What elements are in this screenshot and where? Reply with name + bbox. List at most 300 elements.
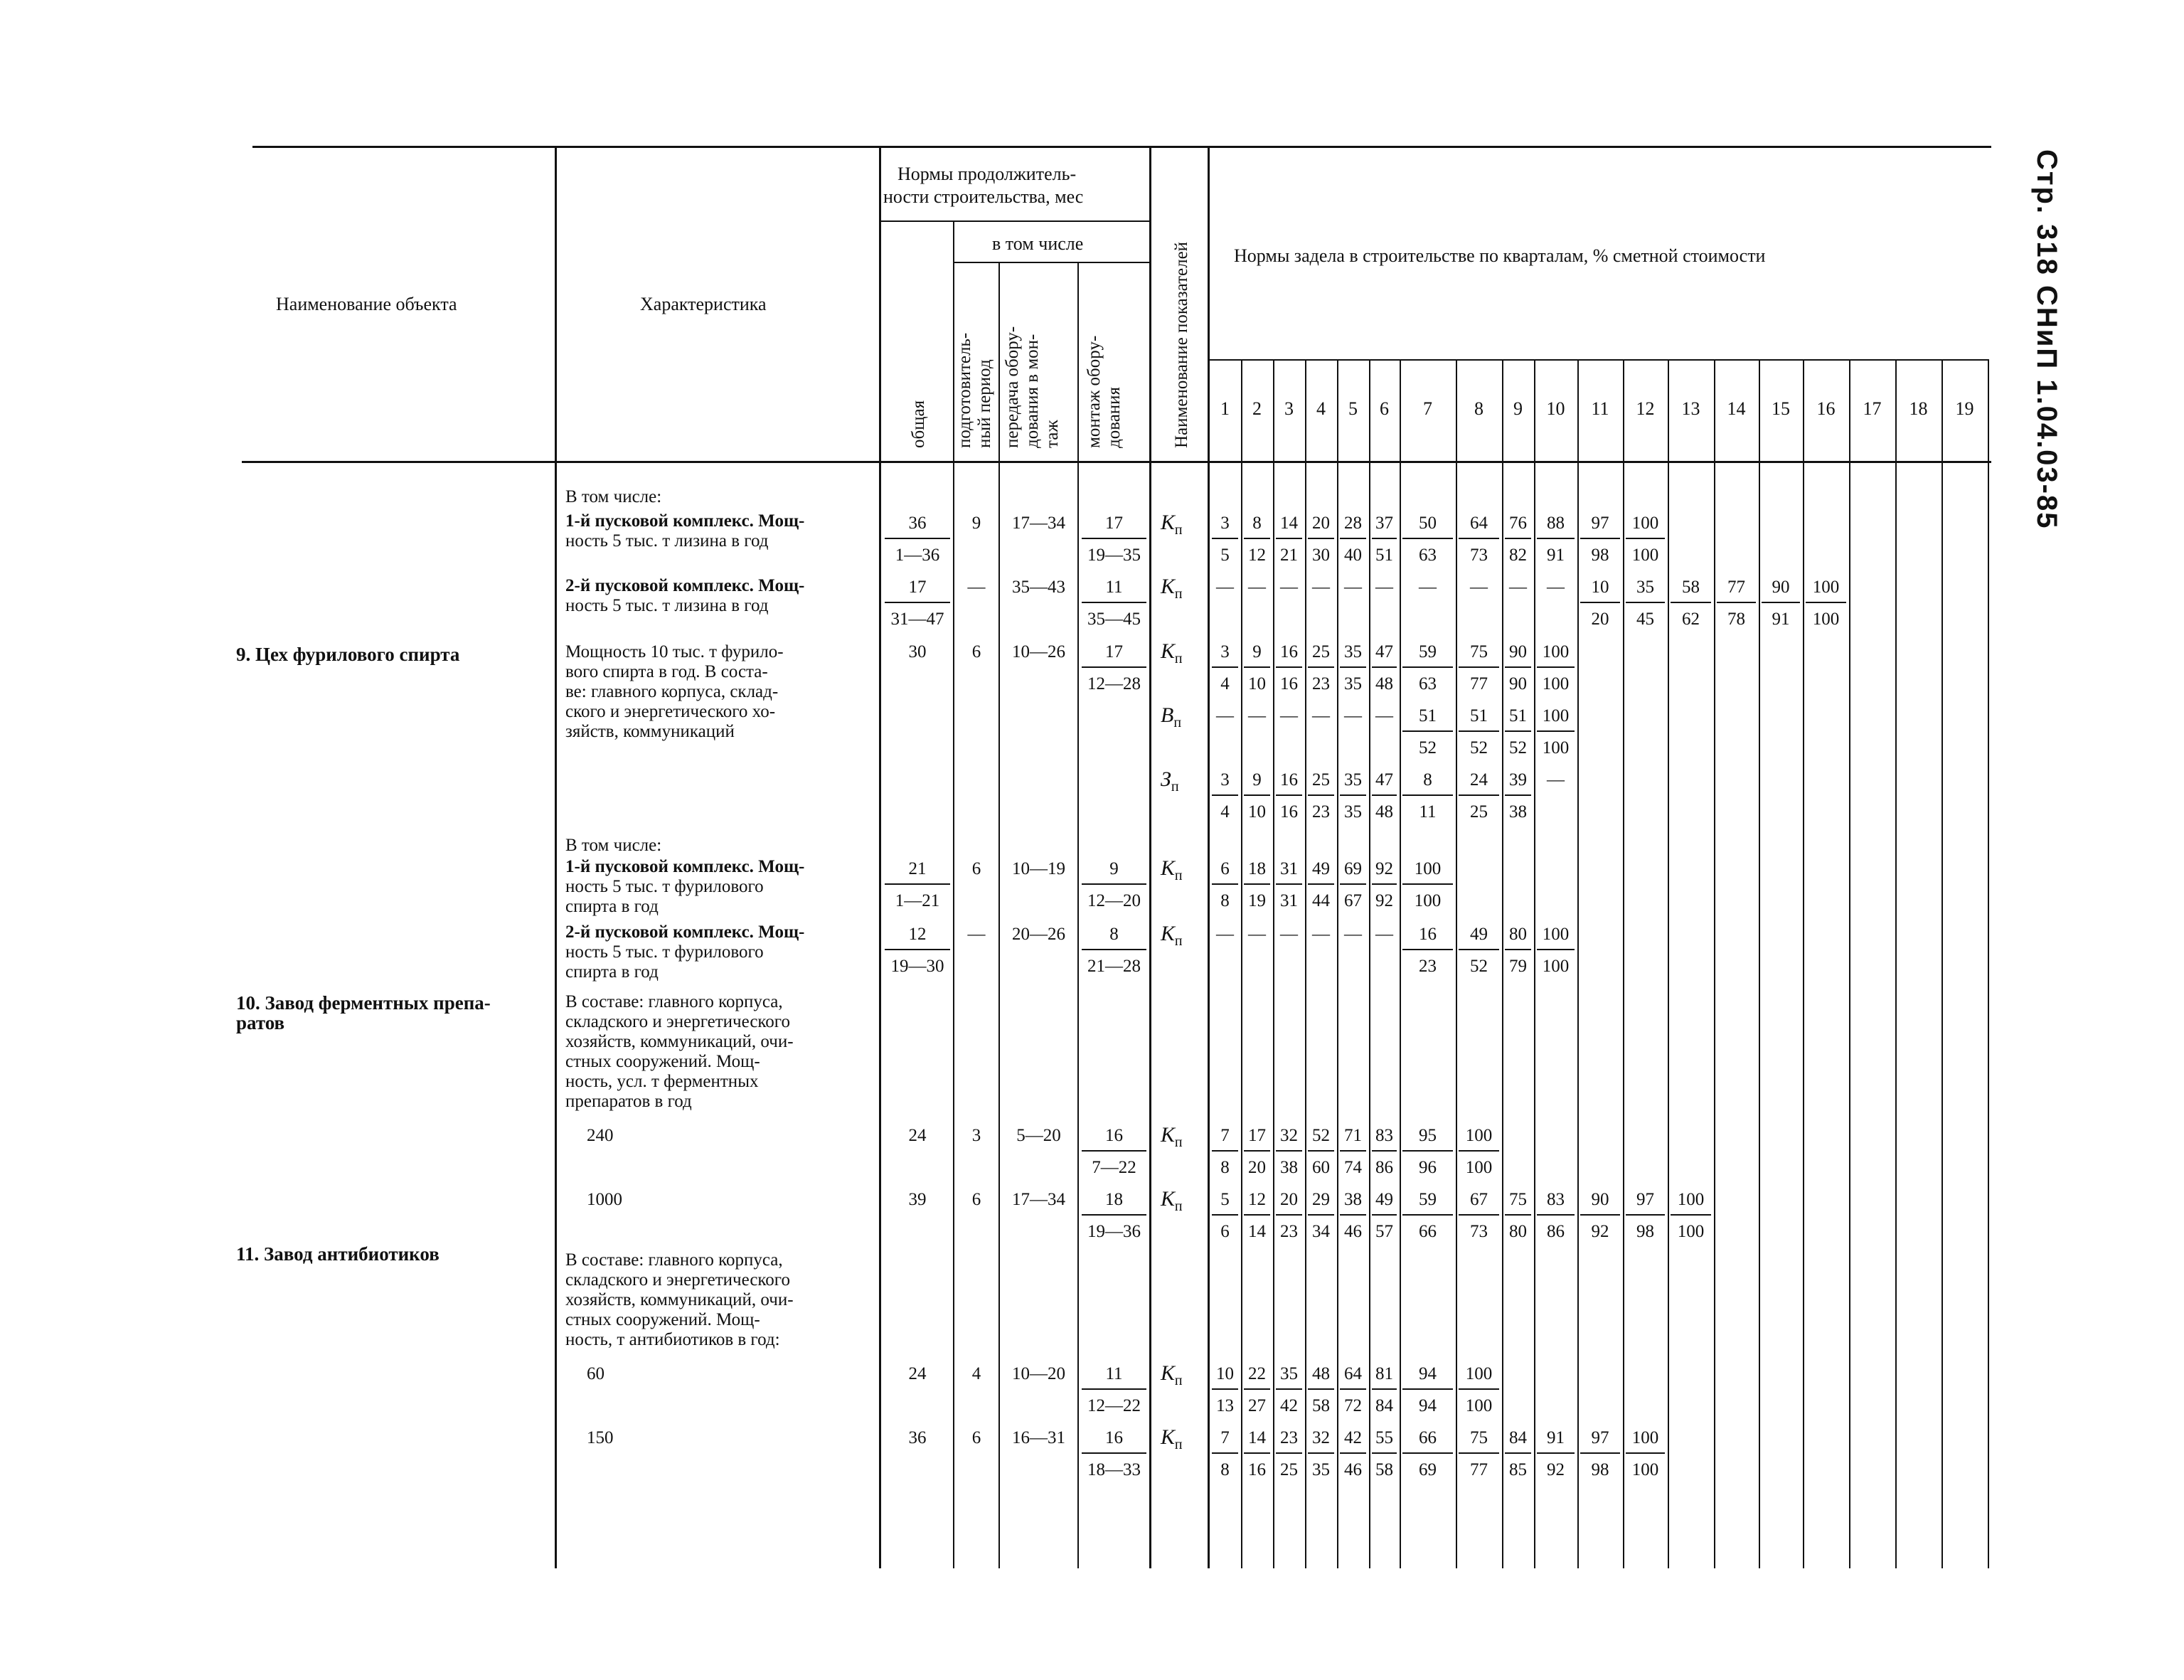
r4-prep: 6	[971, 859, 981, 878]
r4-quarter-value: 92	[1375, 859, 1393, 878]
r6-handover: 5—20	[1016, 1126, 1061, 1145]
fraction-bar	[1372, 1150, 1397, 1152]
r1-quarter-value-alt: 63	[1419, 546, 1437, 565]
r2-quarter-value: 35	[1636, 578, 1654, 597]
object-9: 9. Цех фурилового спирта	[236, 644, 460, 665]
r4-l1: 2-й пусковой комплекс. Мощ-	[565, 923, 805, 942]
r2-quarter-value-alt: 100	[1812, 610, 1840, 629]
r8-handover: 10—20	[1012, 1364, 1065, 1383]
fraction-bar	[1402, 666, 1453, 668]
r1-quarter-value-alt: 30	[1312, 546, 1330, 565]
r9-handover: 16—31	[1012, 1428, 1065, 1447]
header-install-l1: монтаж обору-	[1085, 335, 1104, 448]
r8-install-range: 12—22	[1087, 1396, 1141, 1415]
fraction-bar	[1276, 794, 1302, 796]
r3-total: 30	[908, 642, 927, 661]
r4-total: 21	[908, 859, 927, 878]
quarter-number: 13	[1681, 398, 1700, 419]
fraction-bar	[1505, 730, 1531, 732]
r2-handover: 35—43	[1012, 578, 1065, 597]
header-prep-l1: подготовитель-	[955, 332, 974, 448]
quarter-number: 12	[1636, 398, 1655, 419]
r3-z-value: 39	[1509, 770, 1527, 790]
quarter-number: 18	[1909, 398, 1928, 419]
r9-quarter-value: 42	[1344, 1428, 1362, 1447]
r4-l3: спирта в год	[565, 962, 659, 982]
fraction-bar	[1459, 538, 1499, 539]
r8-quarter-value-alt: 100	[1465, 1396, 1493, 1415]
fraction-bar	[1308, 1388, 1334, 1390]
fraction-bar	[1402, 883, 1453, 885]
r7-quarter-value-alt: 98	[1636, 1222, 1654, 1241]
fraction-bar	[1340, 794, 1366, 796]
r7-quarter-value: 75	[1509, 1190, 1527, 1209]
fraction-bar	[1459, 794, 1499, 796]
r3-indicator-z: $З_п$	[1161, 767, 1179, 794]
r1-quarter-value: 8	[1252, 514, 1262, 533]
header-handover-l1: передача обору-	[1003, 326, 1022, 448]
fraction-bar	[1537, 730, 1575, 732]
r8-prep: 4	[971, 1364, 981, 1383]
o11-cap-60: 60	[587, 1364, 604, 1383]
r3-install-range: 12—28	[1087, 674, 1141, 693]
r3-l1: 1-й пусковой комплекс. Мощ-	[565, 857, 805, 876]
r7-quarter-value: 29	[1312, 1190, 1330, 1209]
r2-quarter-value: —	[1344, 578, 1362, 597]
fraction-bar	[1082, 666, 1146, 668]
header-object-name: Наименование объекта	[276, 294, 457, 314]
fraction-bar	[1402, 730, 1453, 732]
r4-install-range: 12—20	[1087, 891, 1141, 910]
r9-total: 36	[908, 1428, 927, 1447]
r1-quarter-value: 76	[1509, 514, 1527, 533]
o11-l3: хозяйств, коммуникаций, очи-	[565, 1290, 794, 1309]
page-header: Стр. 318 СНиП 1.04.03-85	[2031, 149, 2062, 530]
quarter-col-line	[1337, 359, 1338, 1568]
quarter-number: 19	[1955, 398, 1974, 419]
r5-quarter-value-alt: 52	[1470, 957, 1488, 976]
r3-install: 17	[1105, 642, 1123, 661]
quarter-col-line	[1759, 359, 1760, 1568]
r6-quarter-value-alt: 8	[1220, 1158, 1230, 1177]
header-handover-l3: таж	[1043, 420, 1062, 448]
r4-quarter-value-alt: 8	[1220, 891, 1230, 910]
r3-v-value: —	[1280, 706, 1298, 725]
r1-quarter-value-alt: 82	[1509, 546, 1527, 565]
fraction-bar	[1244, 1214, 1270, 1216]
r2-l1: 2-й пусковой комплекс. Мощ-	[565, 576, 805, 595]
o10-cap-1000: 1000	[587, 1190, 622, 1209]
o10-l5: ность, усл. т ферментных	[565, 1072, 759, 1091]
quarter-col-line	[1895, 359, 1897, 1568]
r1-quarter-value: 28	[1344, 514, 1362, 533]
r5-handover: 20—26	[1012, 925, 1065, 944]
r9-quarter-value: 23	[1280, 1428, 1298, 1447]
fraction-bar	[1402, 1214, 1453, 1216]
r3-z-value-alt: 25	[1470, 802, 1488, 822]
o9-l1: Мощность 10 тыс. т фурило-	[565, 642, 784, 661]
r2-quarter-value: —	[1312, 578, 1330, 597]
r2-total-range: 31—47	[890, 610, 944, 629]
quarter-col-line	[1623, 359, 1624, 1568]
fraction-bar	[1308, 794, 1334, 796]
r7-handover: 17—34	[1012, 1190, 1065, 1209]
r3-v-value: —	[1375, 706, 1393, 725]
o9-l5: зяйств, коммуникаций	[565, 722, 735, 741]
r1-quarter-value: 50	[1419, 514, 1437, 533]
fraction-bar	[1276, 1214, 1302, 1216]
r3-z-value: 24	[1470, 770, 1488, 790]
r7-quarter-value-alt: 73	[1470, 1222, 1488, 1241]
r9-quarter-value-alt: 98	[1591, 1460, 1609, 1479]
r4-quarter-value-alt: 92	[1375, 891, 1393, 910]
col-line-7	[1208, 146, 1210, 1568]
r1-quarter-value-alt: 91	[1547, 546, 1565, 565]
o11-l5: ность, т антибиотиков в год:	[565, 1330, 780, 1349]
r3-prep: 6	[971, 642, 981, 661]
fraction-bar	[1537, 1452, 1575, 1454]
r7-quarter-value-alt: 23	[1280, 1222, 1298, 1241]
r1-install-range: 19—35	[1087, 546, 1141, 565]
fraction-bar	[1537, 949, 1575, 950]
r9-quarter-value: 55	[1375, 1428, 1393, 1447]
r9-quarter-value: 32	[1312, 1428, 1330, 1447]
r7-quarter-value: 90	[1591, 1190, 1609, 1209]
fraction-bar	[1372, 666, 1397, 668]
r2-quarter-value: 77	[1727, 578, 1745, 597]
r1-quarter-value-alt: 40	[1344, 546, 1362, 565]
r3-z-value-alt: 10	[1248, 802, 1266, 822]
r9-install: 16	[1105, 1428, 1123, 1447]
r9-quarter-value: 91	[1547, 1428, 1565, 1447]
fraction-bar	[1082, 883, 1146, 885]
r4-quarter-value: 18	[1248, 859, 1266, 878]
r9-quarter-value-alt: 35	[1312, 1460, 1330, 1479]
fraction-bar	[1626, 1214, 1665, 1216]
fraction-bar	[1626, 1452, 1665, 1454]
quarter-number: 17	[1863, 398, 1882, 419]
r5-quarter-value: 80	[1509, 925, 1527, 944]
fraction-bar	[1212, 666, 1238, 668]
r3-z-value-alt: 48	[1375, 802, 1393, 822]
r9-quarter-value-alt: 77	[1470, 1460, 1488, 1479]
r7-quarter-value: 5	[1220, 1190, 1230, 1209]
header-prep-l2: ный период	[975, 359, 994, 448]
r6-quarter-value-alt: 100	[1465, 1158, 1493, 1177]
o10-l3: хозяйств, коммуникаций, очи-	[565, 1032, 794, 1051]
r5-quarter-value: —	[1216, 925, 1234, 944]
r4-quarter-value: 6	[1220, 859, 1230, 878]
fraction-bar	[1402, 1452, 1453, 1454]
r1-quarter-value-alt: 100	[1631, 546, 1659, 565]
fraction-bar	[1082, 1452, 1146, 1454]
quarter-col-line	[1273, 359, 1274, 1568]
r3-k-value: 35	[1344, 642, 1362, 661]
fraction-bar	[1459, 1388, 1499, 1390]
o10-l2: складского и энергетического	[565, 1012, 790, 1031]
r9-quarter-value: 97	[1591, 1428, 1609, 1447]
r7-quarter-value-alt: 86	[1547, 1222, 1565, 1241]
quarter-col-line	[1241, 359, 1242, 1568]
r5-quarter-value: —	[1312, 925, 1330, 944]
r1-l0: В том числе:	[565, 487, 662, 506]
quarter-number: 5	[1348, 398, 1358, 419]
fraction-bar	[1082, 602, 1146, 603]
r6-quarter-value-alt: 96	[1419, 1158, 1437, 1177]
r3-v-value: —	[1312, 706, 1330, 725]
r2-quarter-value: 90	[1772, 578, 1790, 597]
r9-quarter-value-alt: 85	[1509, 1460, 1527, 1479]
fraction-bar	[1580, 1452, 1620, 1454]
r8-quarter-value: 64	[1344, 1364, 1362, 1383]
header-bottom-rule	[242, 461, 1991, 463]
r1-l1: 1-й пусковой комплекс. Мощ-	[565, 511, 805, 531]
fraction-bar	[1212, 1452, 1238, 1454]
r4-quarter-value: 100	[1414, 859, 1442, 878]
fraction-bar	[1505, 1214, 1531, 1216]
r7-quarter-value-alt: 6	[1220, 1222, 1230, 1241]
fraction-bar	[1276, 883, 1302, 885]
r2-quarter-value: —	[1419, 578, 1437, 597]
r1-total-range: 1—36	[895, 546, 940, 565]
fraction-bar	[1276, 538, 1302, 539]
fraction-bar	[1340, 883, 1366, 885]
fraction-bar	[1244, 1452, 1270, 1454]
r3-k-value-alt: 100	[1542, 674, 1570, 693]
r7-quarter-value-alt: 57	[1375, 1222, 1393, 1241]
fraction-bar	[1212, 1388, 1238, 1390]
r3-k-value-alt: 90	[1509, 674, 1527, 693]
r7-quarter-value-alt: 80	[1509, 1222, 1527, 1241]
r8-quarter-value: 35	[1280, 1364, 1298, 1383]
r3-k-value: 3	[1220, 642, 1230, 661]
fraction-bar	[1505, 538, 1531, 539]
fraction-bar	[1340, 1388, 1366, 1390]
r5-indicator: $К_п$	[1161, 922, 1183, 949]
fraction-bar	[1402, 949, 1453, 950]
r3-k-value: 100	[1542, 642, 1570, 661]
fraction-bar	[1340, 666, 1366, 668]
r3-l0: В том числе:	[565, 836, 662, 855]
r1-install: 17	[1105, 514, 1123, 533]
r5-install-range: 21—28	[1087, 957, 1141, 976]
r8-quarter-value: 22	[1248, 1364, 1266, 1383]
fraction-bar	[1212, 538, 1238, 539]
r2-quarter-value-alt: 20	[1591, 610, 1609, 629]
fraction-bar	[1308, 1214, 1334, 1216]
r8-quarter-value-alt: 58	[1312, 1396, 1330, 1415]
r5-quarter-value: 16	[1419, 925, 1437, 944]
r2-install-range: 35—45	[1087, 610, 1141, 629]
r1-quarter-value-alt: 12	[1248, 546, 1266, 565]
fraction-bar	[885, 949, 950, 950]
header-duration-l1: Нормы продолжитель-	[897, 164, 1077, 184]
r7-quarter-value: 59	[1419, 1190, 1437, 1209]
fraction-bar	[1340, 1452, 1366, 1454]
r3-l3: спирта в год	[565, 897, 659, 916]
r3-k-value-alt: 10	[1248, 674, 1266, 693]
r1-quarter-value: 100	[1631, 514, 1659, 533]
r5-quarter-value: 100	[1542, 925, 1570, 944]
r7-indicator: $К_п$	[1161, 1187, 1183, 1214]
quarter-col-line	[1941, 359, 1943, 1568]
fraction-bar	[1459, 1452, 1499, 1454]
r9-indicator: $К_п$	[1161, 1425, 1183, 1452]
fraction-bar	[1276, 1388, 1302, 1390]
r9-quarter-value: 7	[1220, 1428, 1230, 1447]
fraction-bar	[1762, 602, 1800, 603]
r2-quarter-value: —	[1375, 578, 1393, 597]
r3-z-value-alt: 4	[1220, 802, 1230, 822]
r6-quarter-value: 32	[1280, 1126, 1298, 1145]
fraction-bar	[1212, 794, 1238, 796]
r6-quarter-value: 52	[1312, 1126, 1330, 1145]
r3-v-value: 51	[1470, 706, 1488, 725]
fraction-bar	[1505, 1452, 1531, 1454]
r4-quarter-value-alt: 19	[1248, 891, 1266, 910]
o9-l3: ве: главного корпуса, склад-	[565, 682, 779, 701]
r3-k-value-alt: 16	[1280, 674, 1298, 693]
r9-quarter-value-alt: 100	[1631, 1460, 1659, 1479]
quarter-number: 3	[1284, 398, 1294, 419]
r5-quarter-value-alt: 79	[1509, 957, 1527, 976]
r2-quarter-value: 10	[1591, 578, 1609, 597]
r1-quarter-value: 88	[1547, 514, 1565, 533]
r2-quarter-value-alt: 91	[1772, 610, 1790, 629]
r3-v-value-alt: 52	[1419, 738, 1437, 757]
r3-v-value: —	[1216, 706, 1234, 725]
r2-quarter-value: —	[1509, 578, 1527, 597]
fraction-bar	[1580, 538, 1620, 539]
fraction-bar	[1082, 949, 1146, 950]
r6-indicator: $К_п$	[1161, 1123, 1183, 1150]
fraction-bar	[1402, 1388, 1453, 1390]
r1-quarter-value-alt: 5	[1220, 546, 1230, 565]
fraction-bar	[885, 538, 950, 539]
quarter-number: 11	[1591, 398, 1609, 419]
r7-quarter-value-alt: 100	[1677, 1222, 1705, 1241]
r6-quarter-value: 7	[1220, 1126, 1230, 1145]
o10-l1: В составе: главного корпуса,	[565, 992, 783, 1011]
quarter-col-line	[1849, 359, 1850, 1568]
r1-l2: ность 5 тыс. т лизина в год	[565, 531, 769, 551]
r3-z-value: 25	[1312, 770, 1330, 790]
r4-quarter-value: 69	[1344, 859, 1362, 878]
r7-quarter-value: 12	[1248, 1190, 1266, 1209]
quarter-col-line	[1714, 359, 1715, 1568]
fraction-bar	[1626, 602, 1665, 603]
r2-quarter-value-alt: 78	[1727, 610, 1745, 629]
fraction-bar	[1537, 666, 1575, 668]
fraction-bar	[1082, 538, 1146, 539]
r5-quarter-value: —	[1248, 925, 1266, 944]
header-duration-l2: ности строительства, мес	[883, 186, 1084, 207]
r8-quarter-value: 48	[1312, 1364, 1330, 1383]
r8-quarter-value-alt: 94	[1419, 1396, 1437, 1415]
fraction-bar	[1505, 666, 1531, 668]
r3-z-value-alt: 16	[1280, 802, 1298, 822]
fraction-bar	[1580, 1214, 1620, 1216]
r2-quarter-value: —	[1280, 578, 1298, 597]
r3-z-value-alt: 23	[1312, 802, 1330, 822]
fraction-bar	[1402, 1150, 1453, 1152]
o9-l2: вого спирта в год. В соста-	[565, 662, 768, 681]
r1-quarter-value-alt: 73	[1470, 546, 1488, 565]
o10-l6: препаратов в год	[565, 1092, 692, 1111]
quarter-col-line	[1988, 359, 1989, 1568]
r1-quarter-value: 3	[1220, 514, 1230, 533]
r8-quarter-value: 94	[1419, 1364, 1437, 1383]
r6-quarter-value-alt: 20	[1248, 1158, 1266, 1177]
header-total: общая	[909, 400, 928, 448]
r3-v-value: 51	[1509, 706, 1527, 725]
r9-quarter-value: 75	[1470, 1428, 1488, 1447]
col-line-2	[879, 146, 881, 1568]
r3-k-value-alt: 23	[1312, 674, 1330, 693]
r4-handover: 10—19	[1012, 859, 1065, 878]
r9-quarter-value-alt: 69	[1419, 1460, 1437, 1479]
r4-install: 9	[1109, 859, 1119, 878]
fraction-bar	[1244, 538, 1270, 539]
header-indicator: Наименование показателей	[1172, 241, 1191, 448]
r3-l2: ность 5 тыс. т фурилового	[565, 877, 764, 896]
fraction-bar	[1626, 538, 1665, 539]
fraction-bar	[1671, 1214, 1711, 1216]
r7-quarter-value-alt: 92	[1591, 1222, 1609, 1241]
col-line-1	[555, 146, 557, 1568]
quarter-number: 14	[1727, 398, 1746, 419]
r5-quarter-value: 49	[1470, 925, 1488, 944]
r9-quarter-value-alt: 8	[1220, 1460, 1230, 1479]
r3-z-value-alt: 11	[1419, 802, 1437, 822]
r4-quarter-value: 31	[1280, 859, 1298, 878]
r3-z-value: 8	[1423, 770, 1432, 790]
r6-quarter-value-alt: 74	[1344, 1158, 1362, 1177]
r6-quarter-value: 83	[1375, 1126, 1393, 1145]
r1-handover: 17—34	[1012, 514, 1065, 533]
r6-total: 24	[908, 1126, 927, 1145]
r5-quarter-value: —	[1344, 925, 1362, 944]
r8-quarter-value-alt: 27	[1248, 1396, 1266, 1415]
r9-install-range: 18—33	[1087, 1460, 1141, 1479]
r6-quarter-value: 95	[1419, 1126, 1437, 1145]
r8-quarter-value: 100	[1465, 1364, 1493, 1383]
fraction-bar	[1308, 1150, 1334, 1152]
r3-v-value-alt: 100	[1542, 738, 1570, 757]
r3-z-value: 47	[1375, 770, 1393, 790]
r3-k-value: 9	[1252, 642, 1262, 661]
object-10-l1: 10. Завод ферментных препа-	[236, 992, 491, 1014]
r5-total: 12	[908, 925, 927, 944]
r3-handover: 10—26	[1012, 642, 1065, 661]
fraction-bar	[1308, 666, 1334, 668]
r2-quarter-value: —	[1470, 578, 1488, 597]
r3-k-value: 47	[1375, 642, 1393, 661]
r7-quarter-value: 49	[1375, 1190, 1393, 1209]
r2-indicator: $К_п$	[1161, 575, 1183, 602]
fraction-bar	[1505, 794, 1531, 796]
r1-indicator: $К_п$	[1161, 511, 1183, 538]
r4-quarter-value-alt: 100	[1414, 891, 1442, 910]
r3-v-value-alt: 52	[1509, 738, 1527, 757]
object-10-l2: ратов	[236, 1012, 285, 1033]
fraction-bar	[1244, 883, 1270, 885]
fraction-bar	[1459, 1214, 1499, 1216]
r1-prep: 9	[971, 514, 981, 533]
r2-quarter-value-alt: 62	[1682, 610, 1700, 629]
r3-k-value-alt: 4	[1220, 674, 1230, 693]
fraction-bar	[1082, 1150, 1146, 1152]
